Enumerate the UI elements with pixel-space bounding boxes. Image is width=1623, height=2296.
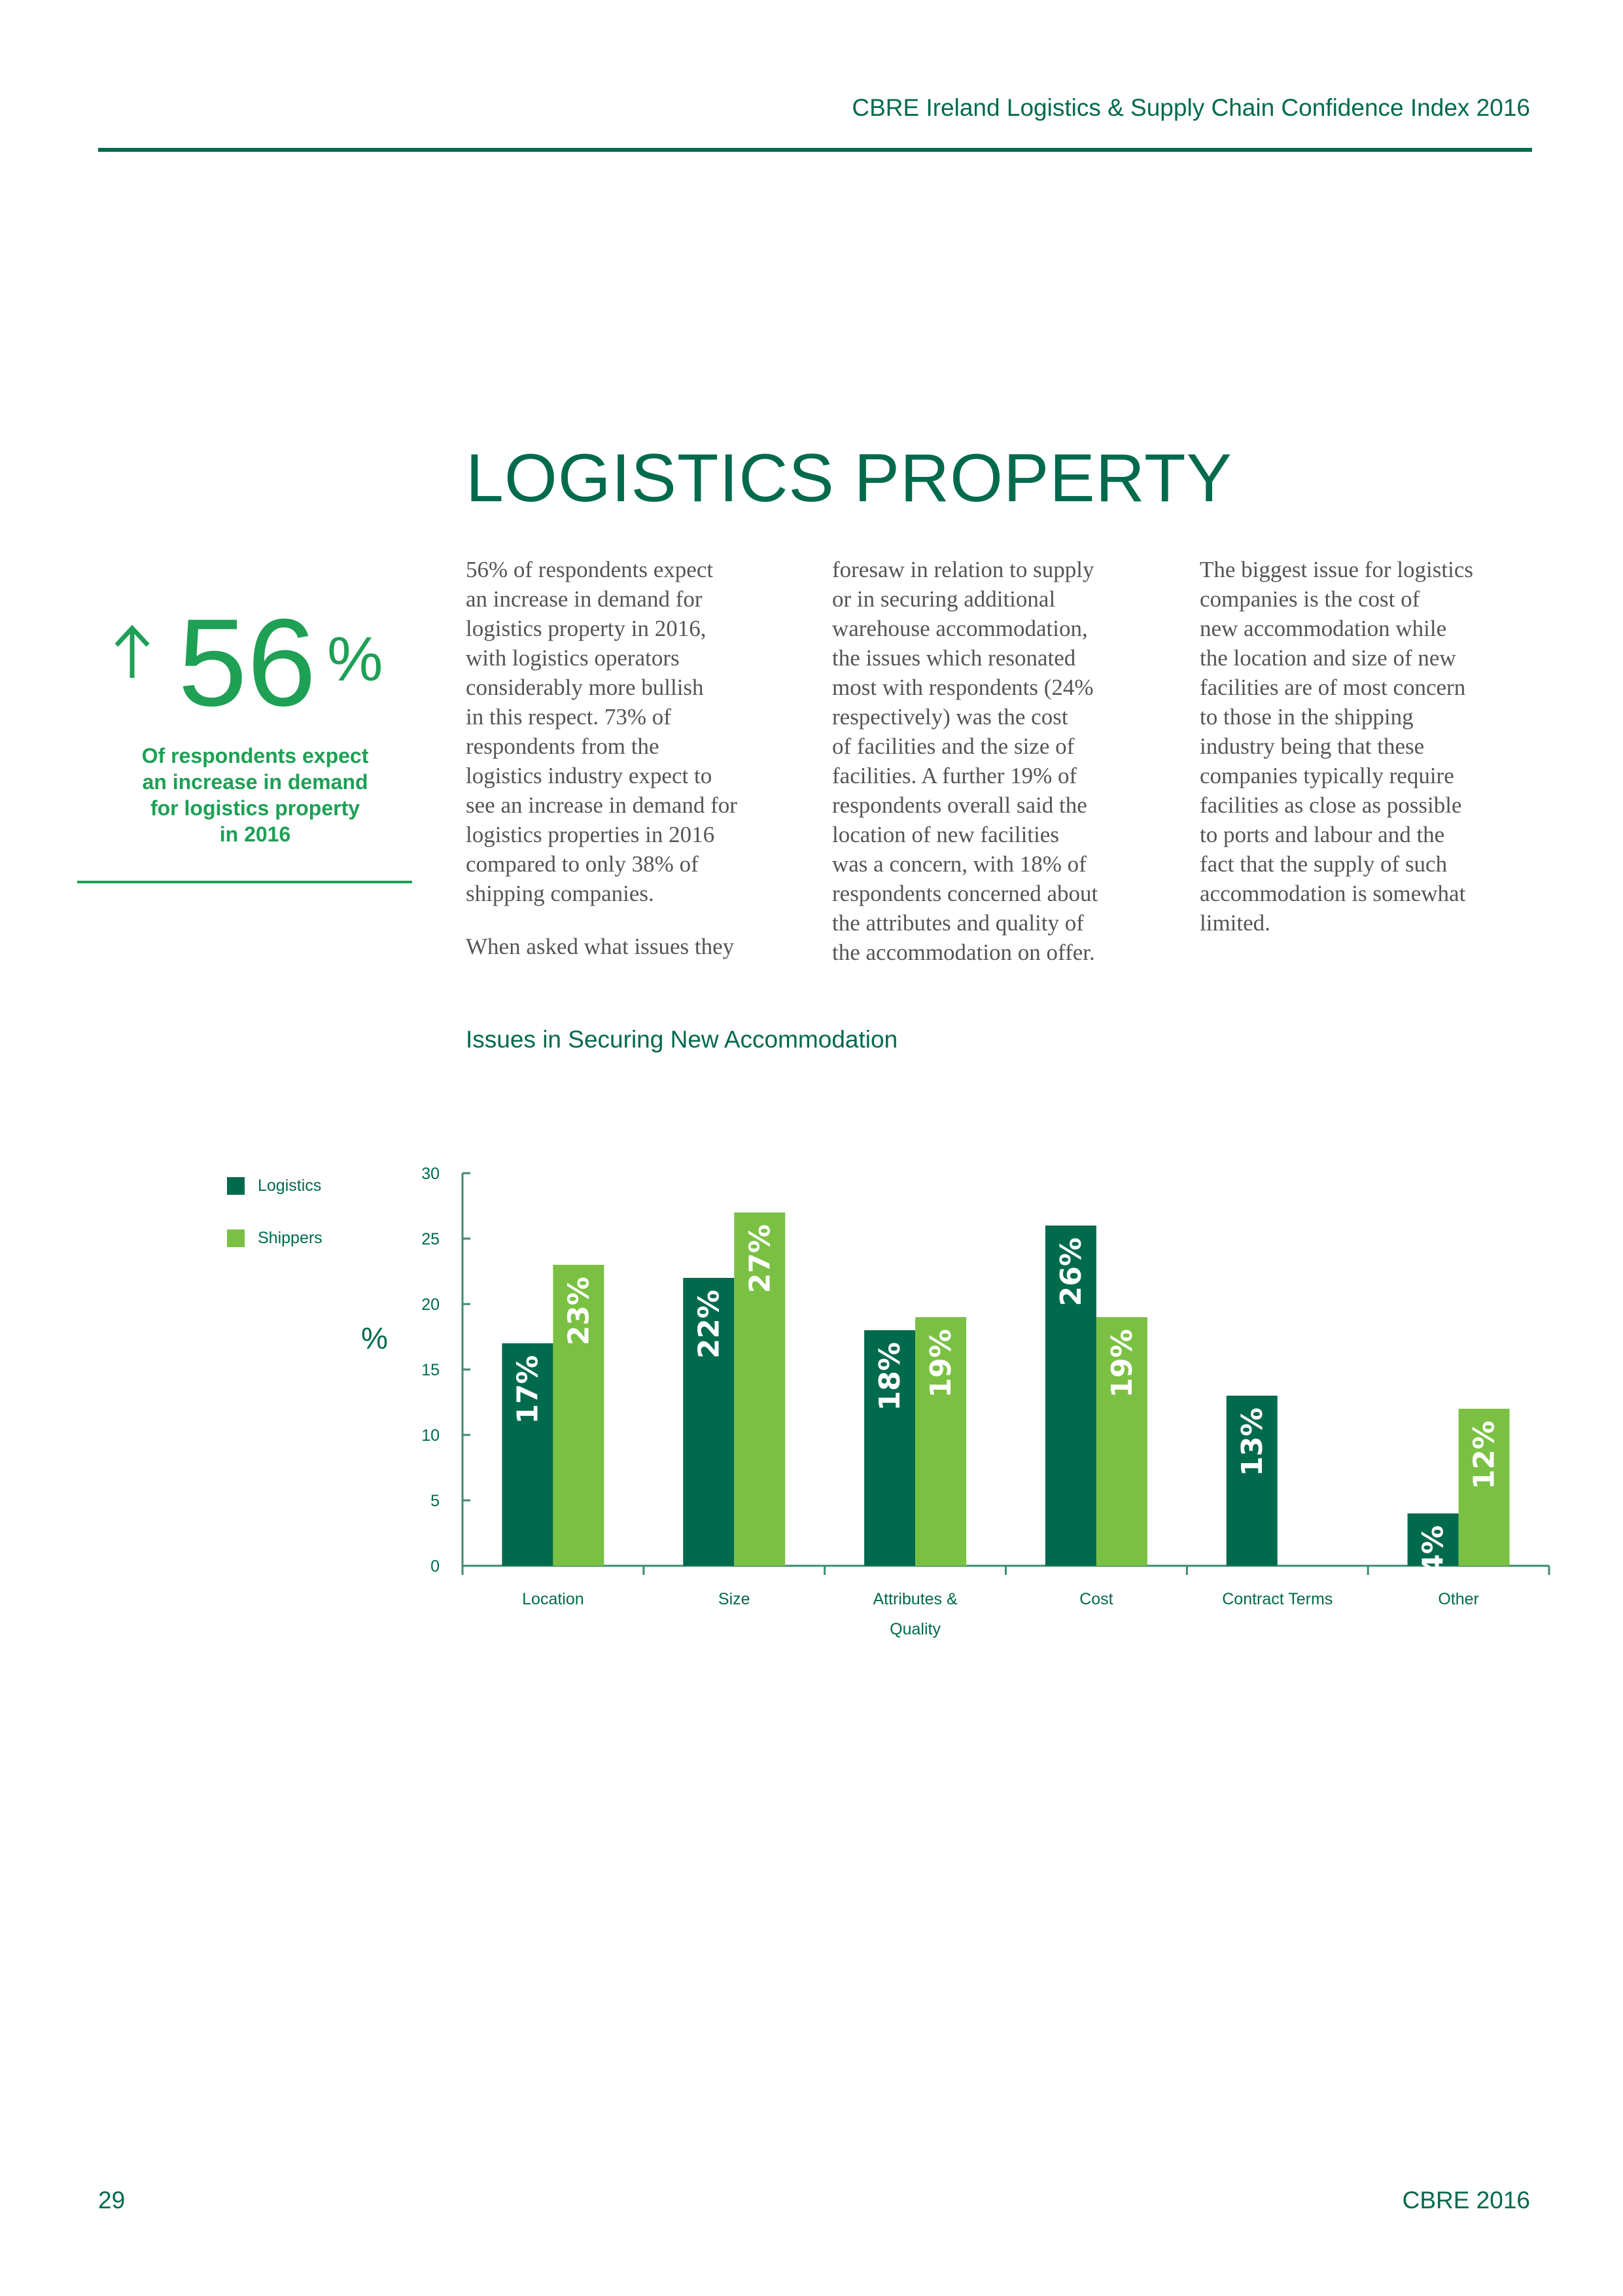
body-line: or in securing additional [832,586,1056,612]
body-line: respondents from the [466,733,659,759]
body-line: facilities. A further 19% of [832,763,1077,788]
bar-data-label: 12% [1467,1421,1501,1490]
body-line: was a concern, with 18% of [832,851,1087,877]
body-line: most with respondents (24% [832,675,1094,700]
bar-data-label: 4% [1416,1525,1450,1574]
body-line: 56% of respondents expect [466,557,714,582]
body-line: logistics industry expect to [466,763,712,788]
body-line: the attributes and quality of [832,910,1084,936]
body-line: new accommodation while [1200,616,1447,641]
body-line: fact that the supply of such [1200,851,1448,877]
y-tick-label: 10 [421,1426,440,1445]
stat-caption-line: for logistics property [150,796,360,820]
body-line: an increase in demand for [466,586,703,612]
body-line: logistics properties in 2016 [466,822,715,847]
body-line: the issues which resonated [832,645,1076,671]
body-line: companies is the cost of [1200,586,1420,612]
section-title: LOGISTICS PROPERTY [466,440,1232,516]
chart-title: Issues in Securing New Accommodation [466,1026,898,1053]
body-line: considerably more bullish [466,675,704,700]
bar-data-label: 26% [1054,1237,1088,1307]
body-line: When asked what issues they [466,934,735,959]
body-line: to those in the shipping [1200,704,1414,730]
body-line: the accommodation on offer. [832,940,1095,965]
stat-percent-sign: % [327,624,383,694]
body-line: of facilities and the size of [832,733,1075,759]
stat-caption-line: an increase in demand [142,770,368,794]
body-line: industry being that these [1200,733,1425,759]
y-axis-unit-label: % [361,1321,388,1355]
x-tick-label: Attributes & [873,1590,958,1608]
body-line: in this respect. 73% of [466,704,671,730]
x-tick-label: Other [1438,1590,1479,1608]
body-line: The biggest issue for logistics [1200,557,1474,582]
body-line: facilities are of most concern [1200,675,1466,700]
stat-caption-line: Of respondents expect [141,744,369,768]
body-line: compared to only 38% of [466,851,699,877]
bar-data-label: 17% [511,1355,545,1424]
x-tick-label: Contract Terms [1222,1590,1333,1608]
body-line: companies typically require [1200,763,1454,788]
bar-data-label: 19% [1105,1329,1139,1398]
body-line: limited. [1200,910,1270,936]
footer-brand: CBRE 2016 [1402,2187,1530,2214]
x-tick-label: Size [718,1590,750,1608]
body-line: see an increase in demand for [466,792,737,818]
body-line: respectively) was the cost [832,704,1068,730]
bar-data-label: 27% [743,1224,777,1294]
body-line: the location and size of new [1200,645,1456,671]
body-line: respondents overall said the [832,792,1087,818]
body-line: location of new facilities [832,822,1059,847]
legend-label-logistics: Logistics [258,1176,322,1195]
x-tick-label: Location [522,1590,584,1608]
body-line: accommodation is somewhat [1200,881,1466,906]
header-title: CBRE Ireland Logistics & Supply Chain Confidence Index 2016 [852,94,1530,121]
bar-data-label: 19% [924,1329,958,1398]
stat-number: 56 [178,593,317,732]
body-line: respondents concerned about [832,881,1098,906]
stat-caption-line: in 2016 [219,822,291,846]
body-line: shipping companies. [466,881,654,906]
x-tick-label: Cost [1079,1590,1113,1608]
y-tick-label: 25 [421,1230,440,1248]
y-tick-label: 15 [421,1361,440,1379]
legend-label-shippers: Shippers [258,1229,323,1247]
body-line: warehouse accommodation, [832,616,1088,641]
bar-data-label: 13% [1235,1407,1269,1477]
body-line: logistics property in 2016, [466,616,707,641]
page-number: 29 [98,2187,126,2214]
body-line: foresaw in relation to supply [832,557,1094,582]
body-line: facilities as close as possible [1200,792,1462,818]
y-tick-label: 0 [430,1557,440,1576]
bar-data-label: 18% [873,1342,907,1411]
body-line: to ports and labour and the [1200,822,1445,847]
y-tick-label: 30 [421,1165,440,1183]
y-tick-label: 5 [430,1492,440,1510]
body-line: with logistics operators [466,645,680,671]
bar-data-label: 23% [562,1277,596,1346]
x-tick-label: Quality [890,1620,941,1638]
bar-data-label: 22% [692,1290,726,1359]
y-tick-label: 20 [421,1296,440,1314]
